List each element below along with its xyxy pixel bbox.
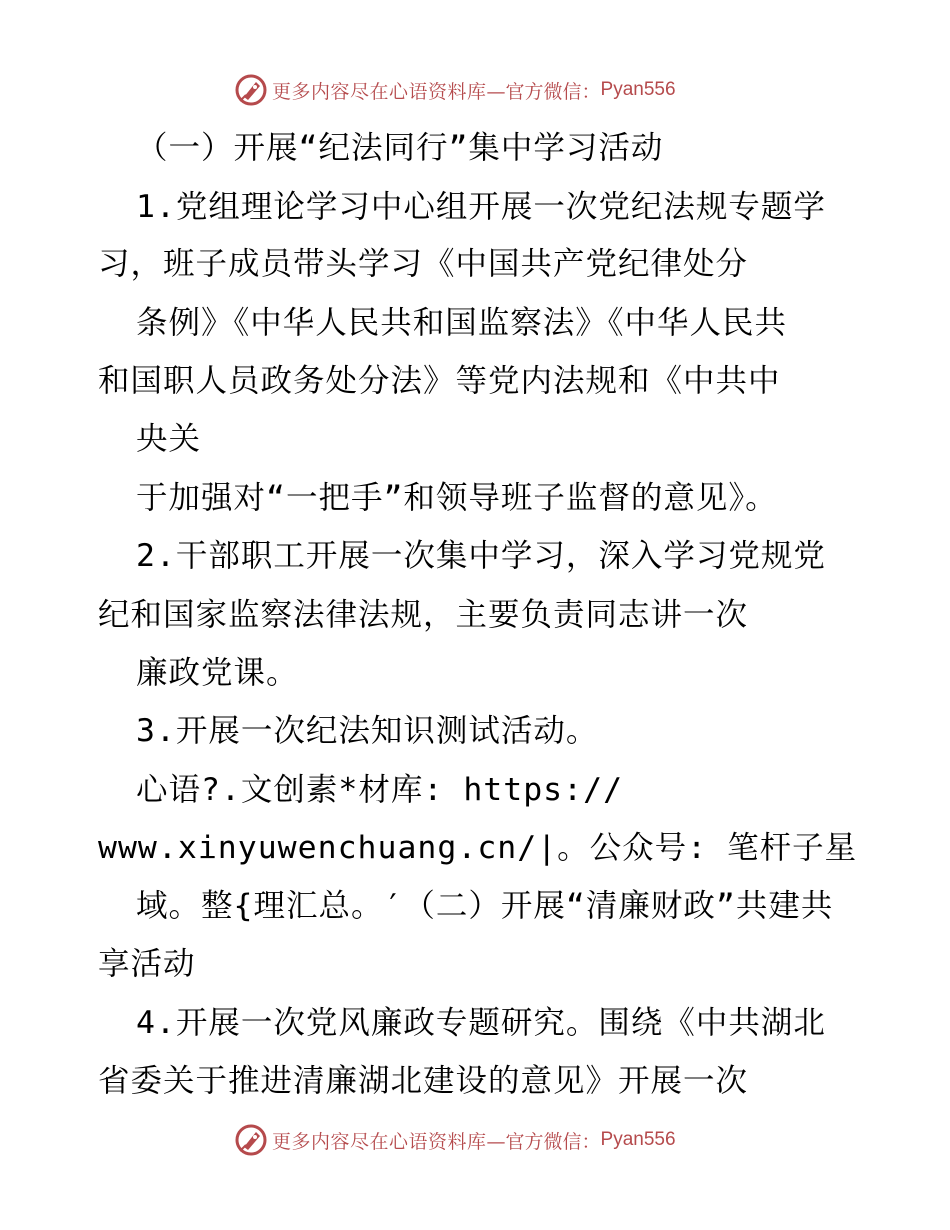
section-heading-1: （一）开展“纪法同行”集中学习活动 bbox=[136, 130, 664, 166]
paragraph-line: 4.开展一次党风廉政专题研究。围绕《中共湖北 bbox=[136, 1005, 826, 1041]
paragraph-line: 习，班子成员带头学习《中国共产党纪律处分 bbox=[98, 246, 749, 282]
banner-sub-text: —官方微信： bbox=[486, 1130, 601, 1153]
banner-wechat-id: Pyan556 bbox=[600, 79, 676, 100]
watermark-line: www.xinyuwenchuang.cn/|。公众号: 笔杆子星 bbox=[98, 830, 858, 866]
paragraph-line: 2.干部职工开展一次集中学习，深入学习党规党 bbox=[136, 538, 826, 574]
paragraph-line: 省委关于推进清廉湖北建设的意见》开展一次 bbox=[98, 1063, 749, 1099]
paragraph-line: 央关 bbox=[136, 421, 202, 457]
banner-sub-text: —官方微信： bbox=[486, 80, 601, 103]
paragraph-line: 廉政党课。 bbox=[136, 655, 299, 691]
watermark-line: 心语?.文创素*材库: https:// bbox=[136, 772, 624, 808]
pen-nib-seal-icon bbox=[234, 73, 268, 107]
paragraph-line: 于加强对“一把手”和领导班子监督的意见》。 bbox=[136, 480, 778, 516]
paragraph-line: 1.党组理论学习中心组开展一次党纪法规专题学 bbox=[136, 189, 826, 225]
banner-wechat-id: Pyan556 bbox=[600, 1129, 676, 1150]
paragraph-line: 条例》《中华人民共和国监察法》《中华人民共 bbox=[136, 305, 788, 341]
paragraph-line: 域。整{理汇总。′（二）开展“清廉财政”共建共 bbox=[136, 888, 834, 924]
banner-main-text: 更多内容尽在心语资料库 bbox=[272, 80, 487, 103]
paragraph-line: 3.开展一次纪法知识测试活动。 bbox=[136, 713, 599, 749]
header-watermark-banner bbox=[234, 72, 714, 108]
paragraph-line: 纪和国家监察法律法规，主要负责同志讲一次 bbox=[98, 597, 749, 633]
paragraph-line: 和国职人员政务处分法》等党内法规和《中共中 bbox=[98, 363, 781, 399]
paragraph-line: 享活动 bbox=[98, 946, 196, 982]
banner-main-text: 更多内容尽在心语资料库 bbox=[272, 1130, 487, 1153]
footer-watermark-banner bbox=[234, 1122, 714, 1158]
pen-nib-seal-icon bbox=[234, 1123, 268, 1157]
